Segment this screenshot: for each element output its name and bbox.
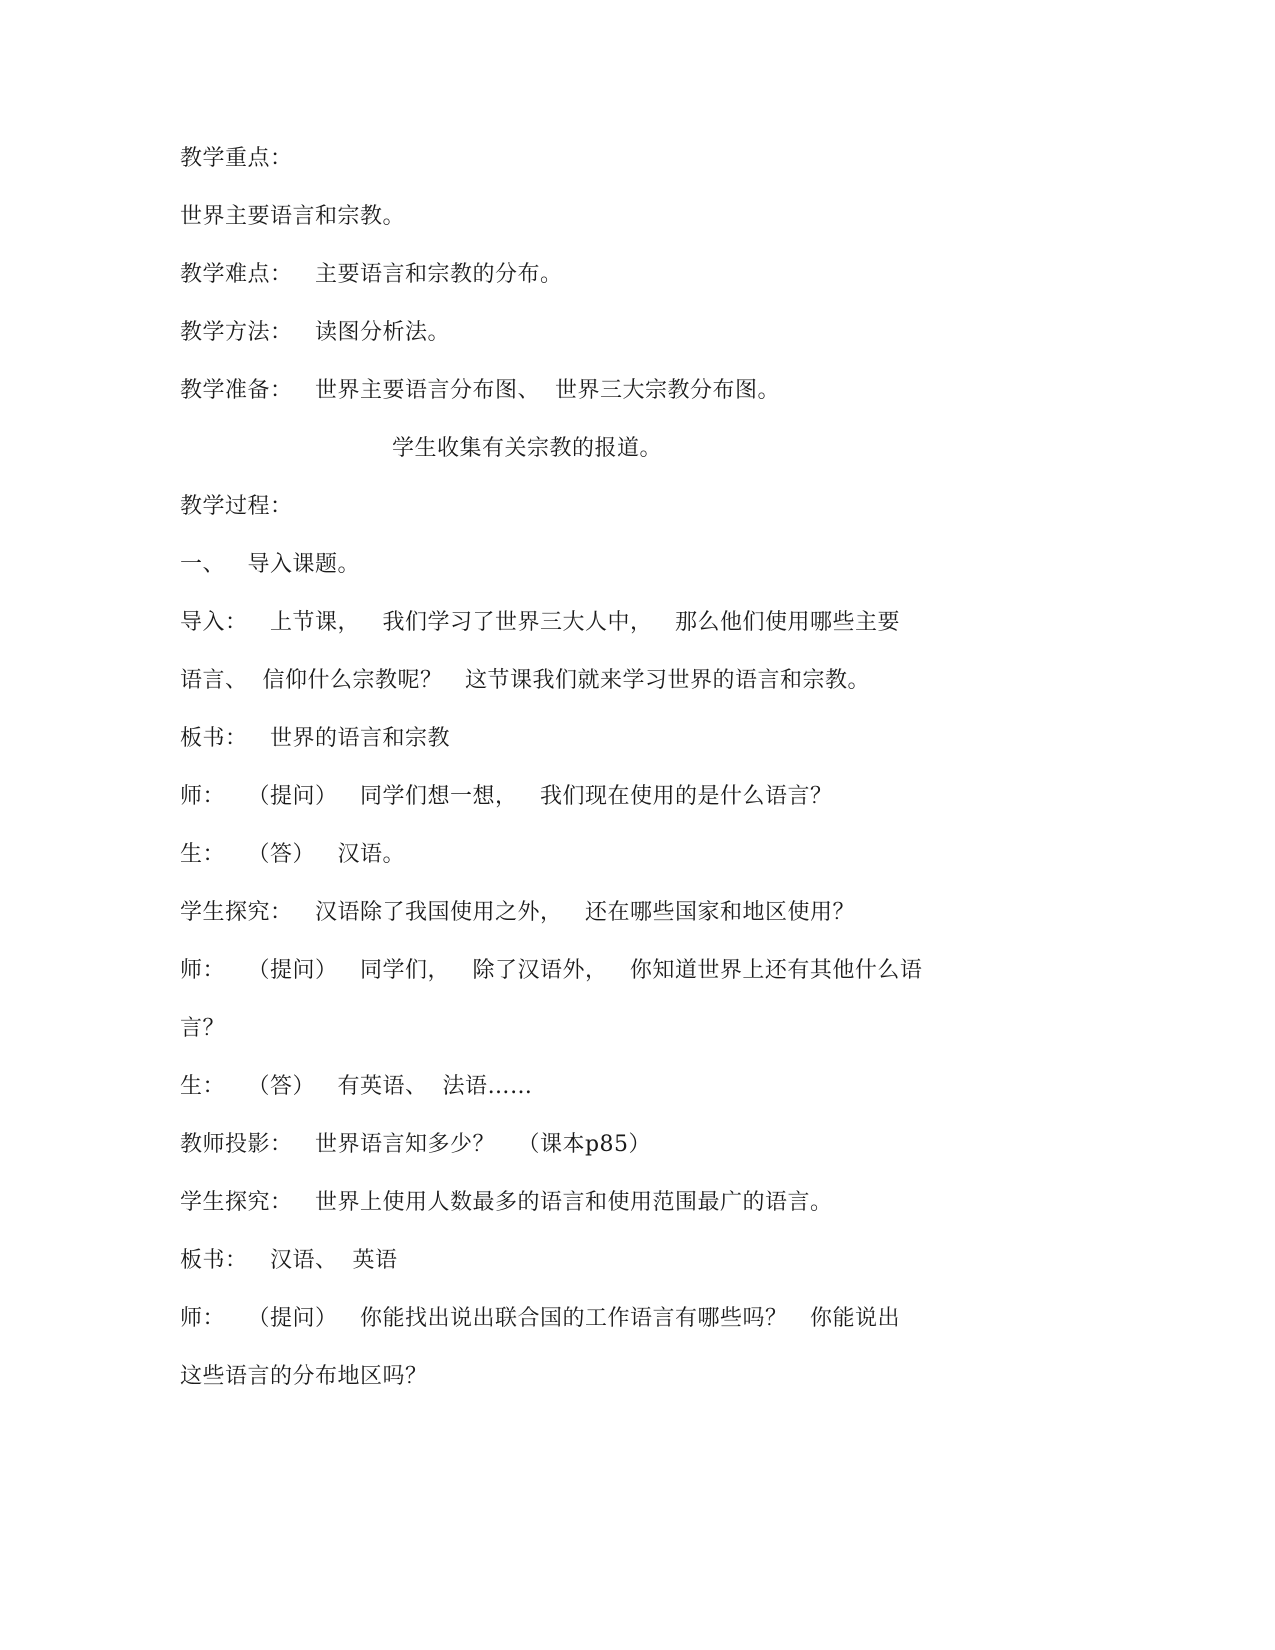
dialogue-teacher-1: 师： （提问） 同学们想一想， 我们现在使用的是什么语言？ (180, 784, 833, 809)
heading-teaching-process: 教学过程： (180, 494, 293, 519)
dialogue-teacher-3-line1: 师： （提问） 你能找出说出联合国的工作语言有哪些吗？ 你能说出 (180, 1306, 900, 1331)
dialogue-teacher-2-line1: 师： （提问） 同学们， 除了汉语外， 你知道世界上还有其他什么语 (180, 958, 923, 983)
dialogue-teacher-2-line2: 言？ (180, 1016, 226, 1041)
text-teaching-method: 教学方法： 读图分析法。 (180, 320, 450, 345)
text-student-inquiry-1: 学生探究： 汉语除了我国使用之外， 还在哪些国家和地区使用？ (180, 900, 855, 925)
text-blackboard-1: 板书： 世界的语言和宗教 (180, 726, 450, 751)
dialogue-teacher-3-line2: 这些语言的分布地区吗？ (180, 1364, 428, 1389)
dialogue-student-1: 生： （答） 汉语。 (180, 842, 405, 867)
text-teaching-prep: 教学准备： 世界主要语言分布图、 世界三大宗教分布图。 (180, 378, 780, 403)
dialogue-student-2: 生： （答） 有英语、 法语…… (180, 1074, 533, 1099)
text-blackboard-2: 板书： 汉语、 英语 (180, 1248, 398, 1273)
text-teacher-projection: 教师投影： 世界语言知多少？ （课本p85） (180, 1132, 652, 1157)
section-one-heading: 一、 导入课题。 (180, 552, 360, 577)
paragraph-intro-line2: 语言、 信仰什么宗教呢？ 这节课我们就来学习世界的语言和宗教。 (180, 668, 870, 693)
text-teaching-difficulty: 教学难点： 主要语言和宗教的分布。 (180, 262, 563, 287)
heading-teaching-focus: 教学重点： (180, 146, 293, 171)
text-teaching-focus: 世界主要语言和宗教。 (180, 204, 406, 229)
text-teaching-prep-cont: 学生收集有关宗教的报道。 (392, 436, 663, 461)
paragraph-intro-line1: 导入： 上节课， 我们学习了世界三大人中， 那么他们使用哪些主要 (180, 610, 900, 635)
text-student-inquiry-2: 学生探究： 世界上使用人数最多的语言和使用范围最广的语言。 (180, 1190, 833, 1215)
